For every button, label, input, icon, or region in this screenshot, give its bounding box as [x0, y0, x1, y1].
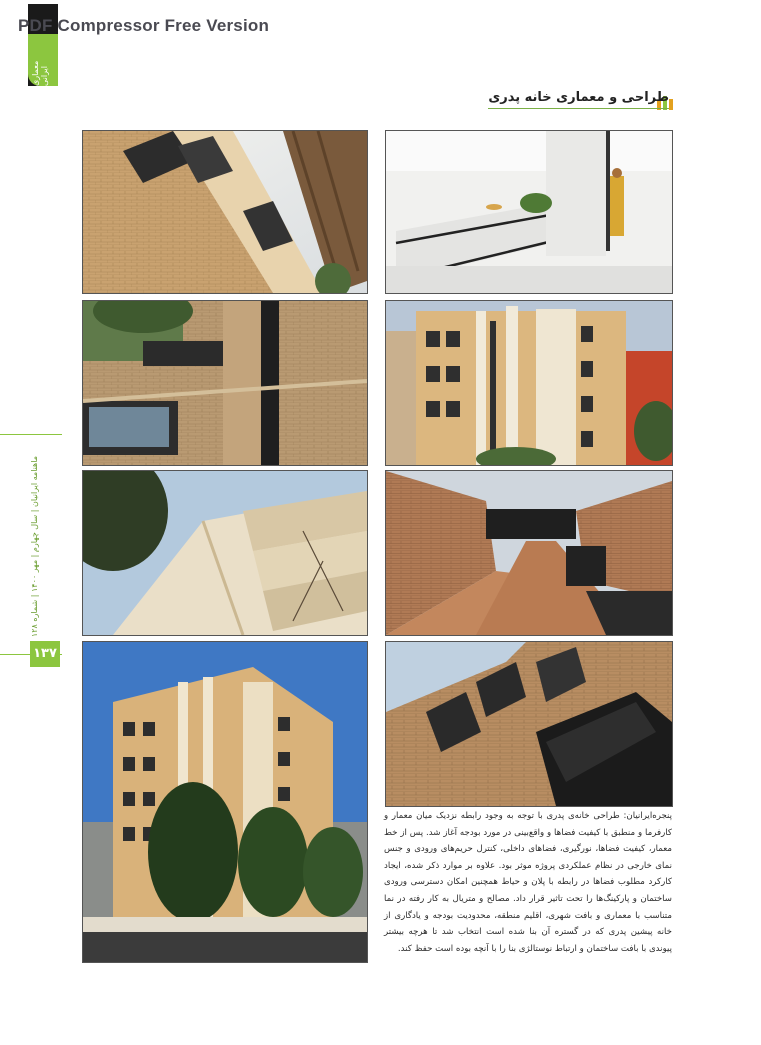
divider: [0, 434, 62, 435]
article-body: پنجره‌ایرانیان: طراحی خانه‌ی پدری با توجه به وجود رابطه نزدیک میان معمار و کارفرما و منطبق با کیفیت فضاها و واقع‌بینی در مورد بودجه آغاز شد. پس از خط معمار، کیفیت فضاها، نورگیری، فضاهای داخلی، کنترل حریم‌های ورودی و جنس نمای خارجی در نظام عملکردی پروژه موثر بود. علاوه بر موارد ذکر شده، ایجاد کارکرد مطلوب فضاها در رابطه با پلان و حیاط همچنین امکان دسترسی ورودی ساختمان و پارکینگ‌ها را تحت تاثیر قرار داد. مصالح و متریال به کار رفته در نما متناسب با معماری و بافت شهری، اقلیم منطقه، محدودیت بودجه و یادگاری از خانه پیشین پدری که در گستره آن بنا شده است انتخاب شد تا هرچه بیشتر پیوندی با بافت ساختمان و ارتباط نوستالژی بنا را با آنچه بوده است حفظ کند.: [384, 811, 672, 954]
photo-brick-detail: [385, 641, 673, 807]
photo-tall-building: [82, 641, 368, 963]
photo-courtyard: [385, 470, 673, 636]
page-number: ۱۳۷: [30, 641, 60, 667]
photo-building-facade: [385, 300, 673, 466]
photo-brick-windows: [82, 300, 368, 466]
photo-interior: [385, 130, 673, 294]
running-head: ماهنامه ایرانیان | سال چهارم | مهر ۱۴۰۰ | شماره ۱۲۸: [30, 456, 39, 638]
photo-stepped-facade: [82, 470, 368, 636]
page-title: طراحی و معماری خانه پدری: [488, 90, 669, 109]
section-tab-label: معماری ایرانی: [31, 60, 49, 86]
watermark: PDF Compressor Free Version: [18, 16, 270, 35]
photo-facade-upward: [82, 130, 368, 294]
